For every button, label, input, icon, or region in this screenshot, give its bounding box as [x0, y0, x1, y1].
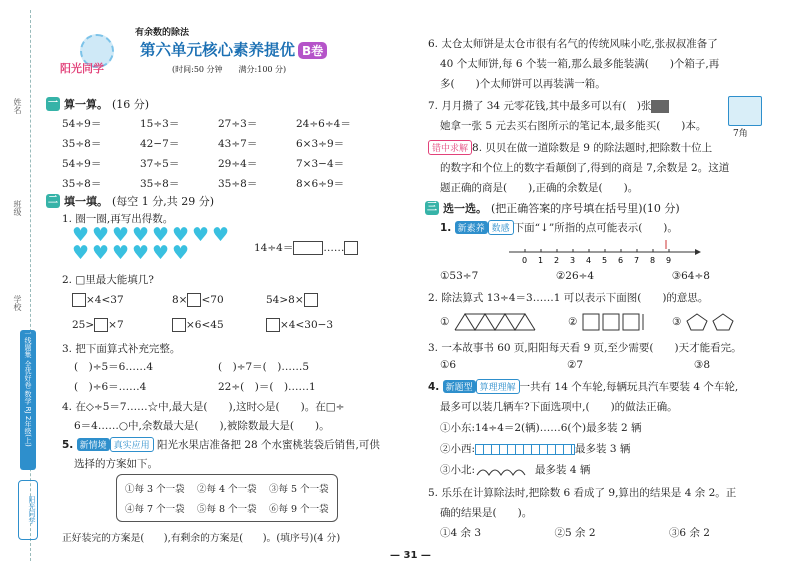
series-band: 一线题集 全优好卷 数学 RJ 2年级(上)	[20, 330, 36, 470]
choice-option[interactable]: ③64÷8	[671, 270, 710, 282]
tick-label: 2	[554, 256, 560, 265]
heart-icon: ♥	[92, 224, 110, 246]
figure-option-2[interactable]: ②	[568, 312, 659, 332]
question-2-6-line3: 多( )个太师饼可以再装满一箱。	[440, 78, 606, 90]
plan-option: ②每 4 个一袋	[197, 484, 257, 495]
heart-icon: ♥	[172, 242, 190, 264]
question-3-2: 2. 除法算式 13÷4＝3……1 可以表示下面图( )的意思。	[428, 292, 709, 304]
inequality: ×6<45	[172, 318, 224, 332]
tick-label: 0	[522, 256, 528, 265]
inequality: 54>8×	[266, 293, 318, 307]
equation-blank: ( )÷7＝( )……5	[218, 361, 310, 373]
heart-group	[72, 224, 232, 264]
plan-option: ④每 7 个一袋	[125, 504, 185, 515]
question-2-8-line1: 错中求解 8. 贝贝在做一道除数是 9 的除法题时,把除数十位上	[428, 140, 712, 155]
tick-label: 4	[586, 256, 592, 265]
header	[60, 28, 370, 90]
calc-row: 54÷9＝ 15÷3＝ 27÷3＝ 24÷6÷4＝	[62, 118, 351, 130]
header-subtitle: 有余数的除法	[135, 28, 190, 38]
choice-row	[440, 359, 710, 371]
heart-icon: ♥	[172, 224, 190, 246]
equation-blank: ( )÷5＝6……4	[74, 361, 154, 373]
choice-option[interactable]: ②26÷4	[555, 270, 595, 282]
question-2-6-line2: 40 个太师饼,每 6 个装一箱,那么最多能装满( )个箱子,再	[440, 58, 720, 70]
answer-box[interactable]	[304, 293, 318, 307]
equation-blank: ( )÷6＝……4	[74, 381, 147, 393]
question-2-5-line1: 5. 新情境 真实应用 阳光水果店准备把 28 个水蜜桃装袋后销售,可供	[62, 439, 380, 451]
real-application-tag: 真实应用	[110, 437, 154, 452]
choice-option[interactable]: ③小北: 最多装 4 辆	[440, 464, 591, 476]
heart-icon: ♥	[72, 242, 90, 264]
plan-option: ③每 5 个一袋	[269, 484, 329, 495]
answer-box[interactable]	[344, 241, 358, 255]
tick-label: 6	[618, 256, 624, 265]
question-2-6-line1: 6. 太仓太师饼是太仓市很有名气的传统风味小吃,张叔叔准备了	[428, 38, 718, 50]
question-3-5-line2: 确的结果是( )。	[440, 507, 533, 519]
plans-box	[116, 474, 338, 522]
question-2-8-line3: 题正确的商是( ),正确的余数是( )。	[440, 182, 639, 194]
heart-icon: ♥	[152, 242, 170, 264]
question-3-5-line1: 5. 乐乐在计算除法时,把除数 6 看成了 9,算出的结果是 4 余 2。正	[428, 487, 737, 499]
question-2-4-line2: 6＝4……○中,余数最大是( ),被除数最大是( )。	[74, 420, 330, 432]
page-number: — 31 —	[390, 550, 431, 561]
calc-row: 35÷8＝ 42−7＝ 43÷7＝ 6×3÷9＝	[62, 138, 345, 150]
tick-label: 9	[666, 256, 672, 265]
cut-line	[30, 10, 31, 561]
choice-option[interactable]: ②7	[566, 359, 584, 371]
figure-option-1[interactable]: ①	[440, 312, 545, 332]
inequality: ×4<37	[72, 293, 124, 307]
tick-label: 7	[634, 256, 640, 265]
choice-option[interactable]: ①6	[440, 359, 457, 371]
question-2-1: 1. 圈一圈,再写出得数。	[62, 213, 174, 225]
heart-icon: ♥	[92, 242, 110, 264]
page-title: 第六单元核心素养提优 B卷	[140, 38, 327, 60]
choice-option[interactable]: ③8	[693, 359, 710, 371]
question-3-3: 3. 一本故事书 60 页,阳阳每天看 9 页,至少需要( )天才能看完。	[428, 342, 742, 354]
calc-row: 35÷8＝ 35÷8＝ 35÷8＝ 8×6÷9＝	[62, 178, 345, 190]
plan-option: ⑥每 9 个一袋	[269, 504, 329, 515]
question-2-4-line1: 4. 在◇÷5＝7……☆中,最大是( ),这时◇是( )。在□÷	[62, 401, 345, 413]
brand-logo: 阳光同学	[60, 34, 130, 78]
question-2-7-line1: 7. 月月攒了 34 元零花钱,其中最多可以有( )张	[428, 98, 669, 113]
heart-icon: ♥	[152, 224, 170, 246]
tick-label: 8	[650, 256, 656, 265]
heart-icon: ♥	[132, 242, 150, 264]
section-1-heading: 一 算一算。 (16 分)	[48, 98, 150, 111]
plan-option: ⑤每 8 个一袋	[197, 504, 257, 515]
heart-icon: ♥	[192, 224, 210, 246]
reasoning-tag: 算理理解	[476, 379, 520, 394]
error-tag: 错中求解	[428, 140, 472, 155]
section-2-heading: 二 填一填。 (每空 1 分,共 29 分)	[48, 195, 215, 208]
choice-row	[440, 525, 710, 540]
new-type-tag: 新题型	[443, 380, 476, 393]
answer-box[interactable]	[94, 318, 108, 332]
triangles-figure	[453, 312, 545, 332]
circles-figure	[475, 444, 575, 455]
choice-option[interactable]: ②小西: 最多装 3 辆	[440, 443, 631, 455]
answer-box[interactable]	[172, 318, 186, 332]
question-2-3: 3. 把下面算式补充完整。	[62, 343, 181, 355]
circle-answer: 14÷4＝ ……	[254, 240, 358, 255]
number-line	[505, 240, 705, 266]
answer-box[interactable]	[266, 318, 280, 332]
inequality: 25> ×7	[72, 319, 124, 331]
answer-box[interactable]	[72, 293, 86, 307]
heart-icon: ♥	[212, 224, 230, 246]
section-3-heading: 三 选一选。 (把正确答案的序号填在括号里)(10 分)	[427, 202, 680, 215]
inequality: 8× <70	[172, 294, 224, 306]
question-2-7-line2: 她拿一张 5 元去买右图所示的笔记本,最多能买( )本。	[440, 120, 707, 132]
calc-row: 54÷9＝ 37÷5＝ 29÷4＝ 7×3−4＝	[62, 158, 345, 170]
question-2-2: 2. □里最大能填几?	[62, 274, 154, 286]
question-2-5-line2: 选择的方案如下。	[74, 458, 158, 470]
binding-strip	[0, 0, 40, 571]
question-2-5-answer: 正好装完的方案是( ),有剩余的方案是( )。(填序号)(4 分)	[62, 533, 341, 544]
choice-row	[440, 270, 710, 282]
banknote-icon	[651, 100, 669, 113]
exam-meta: (时间:50 分钟 满分:100 分)	[172, 65, 287, 74]
choice-option[interactable]: ①4 余 3	[440, 527, 482, 539]
figure-option-3[interactable]: ③	[672, 312, 741, 332]
question-2-8-line2: 的数字和个位上的数字看颠倒了,得到的商是 7,余数是 2。这道	[440, 162, 730, 174]
squares-figure	[581, 312, 659, 332]
inequality: ×4<30−3	[266, 318, 333, 332]
answer-box[interactable]	[293, 241, 323, 255]
school-field-label: 学校	[13, 295, 22, 311]
tick-label: 5	[602, 256, 608, 265]
new-literacy-tag: 新素养	[455, 221, 488, 234]
choice-option[interactable]: ③6 余 2	[668, 527, 710, 539]
question-3-1: 1. 新素养 数感 下面“↓”所指的点可能表示( )。	[440, 222, 678, 234]
notebook-icon: 7角	[728, 96, 762, 126]
side-logo: 阳光同学	[18, 480, 38, 540]
heart-icon: ♥	[132, 224, 150, 246]
heart-icon: ♥	[112, 224, 130, 246]
choice-option[interactable]: ①53÷7	[440, 270, 479, 282]
heart-icon: ♥	[72, 224, 90, 246]
tick-label: 3	[570, 256, 576, 265]
question-3-4-line1: 4. 新题型 算理理解 一共有 14 个车轮,每辆玩具汽车要装 4 个车轮,	[428, 381, 739, 393]
answer-box[interactable]	[187, 293, 201, 307]
heart-icon: ♥	[112, 242, 130, 264]
number-sense-tag: 数感	[488, 220, 514, 235]
class-field-label: 班级	[13, 200, 22, 216]
name-field-label: 姓名	[13, 98, 22, 114]
choice-option[interactable]: ②5 余 2	[554, 527, 596, 539]
new-context-tag: 新情境	[77, 438, 110, 451]
tick-label: 1	[538, 256, 544, 265]
equation-blank: 22÷( )＝( )……1	[218, 381, 316, 393]
question-3-4-line2: 最多可以装几辆车?下面选项中,( )的做法正确。	[440, 401, 678, 413]
arcs-figure	[475, 463, 535, 477]
pentagons-figure	[685, 312, 741, 332]
version-badge: B卷	[298, 42, 327, 59]
choice-option[interactable]: ①小东:14÷4＝2(辆)……6(个)最多装 2 辆	[440, 422, 642, 434]
plan-option: ①每 3 个一袋	[125, 484, 185, 495]
